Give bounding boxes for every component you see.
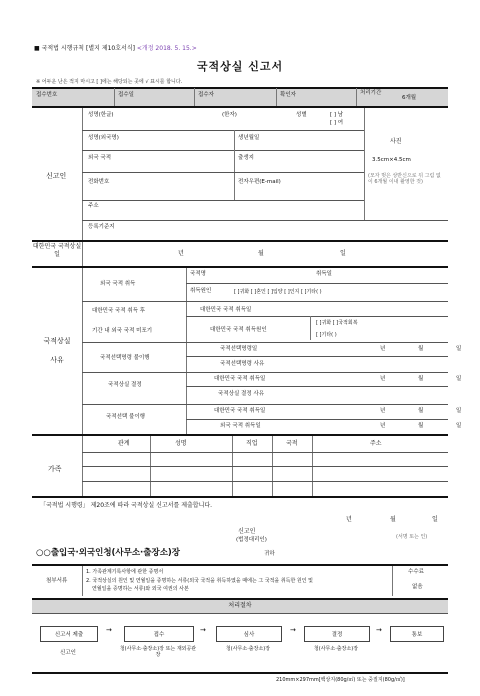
process-step-submit bbox=[40, 626, 98, 642]
family-col-relation: 관계 bbox=[118, 440, 130, 447]
not-chosen-kr-date-label: 대한민국 국적 취득일 bbox=[214, 408, 266, 414]
process-actor-receipt: 청(사무소·출장소)장 또는 재외공관장 bbox=[119, 646, 197, 658]
loss-date-label: 대한민국 국적상실일 bbox=[32, 243, 82, 258]
process-actor-review: 청(사무소·출장소)장 bbox=[225, 646, 271, 652]
process-actor-decision: 청(사무소·출장소)장 bbox=[313, 646, 359, 652]
signature-field[interactable]: (서명 또는 인) bbox=[396, 534, 428, 540]
instruction-note: ※ 어두운 난은 적지 마시고 [ ]에는 해당되는 곳에 √ 표시를 합니다. bbox=[36, 79, 183, 85]
order-date-month: 월 bbox=[418, 346, 424, 352]
photo-note: (모자 벗은 상반신으로 뒤 그림 없이 6개월 이내 촬영한 것) bbox=[368, 173, 441, 185]
order-date-day: 일 bbox=[456, 346, 462, 352]
bullet-icon: ■ bbox=[34, 45, 40, 52]
attachment-item-1: 1. 가족관계기록사항에 관한 증명서 bbox=[86, 569, 164, 575]
not-chosen-kr-year: 년 bbox=[380, 408, 386, 414]
kr-acquire-date-label: 대한민국 국적 취득일 bbox=[200, 307, 252, 313]
foreign-date-day: 일 bbox=[456, 423, 462, 429]
fee-label: 수수료 bbox=[408, 569, 424, 575]
rule bbox=[32, 266, 448, 268]
rule bbox=[32, 496, 448, 498]
process-step-decision bbox=[304, 626, 370, 642]
process-step-label: 결정 bbox=[331, 632, 343, 638]
declaration-year: 년 bbox=[346, 516, 352, 523]
loss-date-month: 월 bbox=[258, 250, 264, 257]
page-title: 국적상실 신고서 bbox=[196, 60, 284, 73]
foreign-nationality-label: 외국 국적 bbox=[88, 155, 112, 161]
rule bbox=[32, 87, 448, 89]
decision-date-year: 년 bbox=[380, 376, 386, 382]
reason-section-label-1: 국적상실 bbox=[43, 337, 71, 345]
process-title: 처리절차 bbox=[228, 602, 252, 609]
arrow-right-icon: → bbox=[290, 626, 296, 634]
office-use-shade bbox=[32, 88, 448, 106]
family-col-job: 직업 bbox=[246, 440, 258, 447]
decision-kr-date-label: 대한민국 국적 취득일 bbox=[214, 376, 266, 382]
email-label: 전자우편(E-mail) bbox=[238, 179, 281, 185]
addressee: ○○출입국·외국인청(사무소·출장소)장 bbox=[36, 548, 181, 558]
foreign-date-month: 월 bbox=[418, 423, 424, 429]
fee-value: 없음 bbox=[412, 584, 423, 590]
attachments-label: 첨부서류 bbox=[46, 578, 68, 584]
processing-period-value: 6개월 bbox=[402, 95, 417, 101]
arrow-right-icon: → bbox=[200, 626, 206, 634]
order-date-year: 년 bbox=[380, 346, 386, 352]
sex-female-checkbox[interactable]: [ ] 여 bbox=[330, 120, 344, 126]
addressee-suffix: 귀하 bbox=[264, 551, 275, 557]
rule bbox=[32, 564, 448, 566]
order-date-label: 국적선택명령일 bbox=[220, 346, 258, 352]
not-chosen-kr-day: 일 bbox=[456, 408, 462, 414]
foreign-date-label: 외국 국적 취득일 bbox=[220, 423, 261, 429]
paper-spec: 210mm×297mm[백상지(80g/㎡) 또는 중질지(80g/㎡)] bbox=[276, 677, 405, 683]
acquire-reason-label: 취득원인 bbox=[190, 288, 212, 294]
arrow-right-icon: → bbox=[106, 626, 112, 634]
revision-date: <개정 2018. 5. 15.> bbox=[136, 45, 197, 52]
process-step-label: 접수 bbox=[153, 632, 165, 638]
registry-label: 등록기준지 bbox=[88, 224, 115, 230]
name-foreign-label: 성명(외국명) bbox=[88, 135, 119, 141]
name-korean-label: 성명(한글) bbox=[88, 112, 114, 118]
acquire-reason-options[interactable]: [ ]귀화 [ ]혼인 [ ]입양 [ ]인지 [ ]기타( ) bbox=[234, 289, 322, 295]
process-step-label: 신고서 제출 bbox=[54, 632, 84, 638]
birth-date-label: 생년월일 bbox=[238, 135, 260, 141]
attachment-item-2b: 연월일을 증명하는 서류)와 외국 여권의 사본 bbox=[92, 586, 189, 592]
arrow-right-icon: → bbox=[376, 626, 382, 634]
kr-acquire-options-1[interactable]: [ ]귀화 [ ]국적회복 bbox=[316, 320, 358, 326]
name-hanja-label: (한자) bbox=[222, 112, 237, 118]
photo-label: 사진 bbox=[390, 138, 402, 145]
process-step-label: 통보 bbox=[411, 632, 423, 638]
rule bbox=[32, 672, 448, 674]
reason-section-label-2: 사유 bbox=[50, 356, 64, 364]
process-step-review bbox=[216, 626, 282, 642]
reason-decision: 국적상실 결정 bbox=[108, 382, 142, 388]
process-step-receipt bbox=[124, 626, 194, 642]
declaration-day: 일 bbox=[432, 516, 438, 523]
form-reference-text: 국적법 시행규칙 [별지 제10호서식] bbox=[41, 45, 135, 52]
foreign-date-year: 년 bbox=[380, 423, 386, 429]
attachment-item-2: 2. 국적상실의 원인 및 연월일을 증명하는 서류(외국 국적을 취득하였을 때에는 그 국적을 취득한 원인 및 bbox=[86, 578, 314, 584]
rule bbox=[32, 240, 448, 242]
photo-size: 3.5cm×4.5cm bbox=[372, 157, 411, 163]
order-reason-label: 국적선택명령 사유 bbox=[220, 361, 265, 367]
processing-period-label: 처리기간 bbox=[360, 90, 382, 96]
process-step-label: 심사 bbox=[243, 632, 255, 638]
decision-date-day: 일 bbox=[456, 376, 462, 382]
sex-male-checkbox[interactable]: [ ] 남 bbox=[330, 112, 344, 118]
reporter-section-label: 신고인 bbox=[46, 172, 67, 180]
declaration-reporter: 신고인 bbox=[238, 528, 256, 535]
not-chosen-kr-month: 월 bbox=[418, 408, 424, 414]
reason-choice-order: 국적선택명령 불이행 bbox=[100, 355, 150, 361]
receipt-date-label: 접수일 bbox=[118, 92, 134, 98]
family-col-name: 성명 bbox=[175, 440, 187, 447]
reason-not-chosen: 국적선택 불이행 bbox=[106, 414, 145, 420]
rule bbox=[32, 106, 448, 108]
family-col-nationality: 국적 bbox=[286, 440, 298, 447]
decision-reason-label: 국적상실 결정 사유 bbox=[218, 391, 265, 397]
address-label: 주소 bbox=[88, 203, 99, 209]
checker-label: 확인자 bbox=[280, 92, 296, 98]
loss-date-day: 일 bbox=[340, 250, 346, 257]
kr-acquire-reason-label: 대한민국 국적 취득원인 bbox=[210, 327, 267, 333]
rule bbox=[32, 598, 448, 600]
form-reference bbox=[34, 43, 197, 52]
nationality-name-label: 국적명 bbox=[190, 271, 206, 277]
birthplace-label: 출생지 bbox=[238, 155, 254, 161]
receipt-number-label: 접수번호 bbox=[36, 92, 58, 98]
kr-acquire-options-2[interactable]: [ ]기타( ) bbox=[316, 332, 337, 338]
loss-date-year: 년 bbox=[178, 250, 184, 257]
process-actor-reporter: 신고인 bbox=[60, 650, 76, 656]
sex-label: 성별 bbox=[296, 112, 307, 118]
decision-date-month: 월 bbox=[418, 376, 424, 382]
phone-label: 전화번호 bbox=[88, 179, 110, 185]
reason-acquire-foreign: 외국 국적 취득 bbox=[100, 281, 136, 287]
rule bbox=[32, 434, 448, 436]
family-section-label: 가족 bbox=[48, 465, 62, 473]
declaration-text: 「국적법 시행령」 제20조에 따라 국적상실 신고서를 제출합니다. bbox=[40, 502, 213, 509]
acquire-date-label: 취득일 bbox=[316, 271, 332, 277]
reason-after-kr-1: 대한민국 국적 취득 후 bbox=[92, 308, 146, 314]
reason-after-kr-2: 기간 내 외국 국적 미포기 bbox=[92, 328, 153, 334]
family-col-address: 주소 bbox=[370, 440, 382, 447]
receiver-label: 접수자 bbox=[198, 92, 214, 98]
process-step-notify bbox=[390, 626, 444, 642]
declaration-month: 월 bbox=[390, 516, 396, 523]
declaration-proxy: (법정대리인) bbox=[236, 537, 267, 543]
